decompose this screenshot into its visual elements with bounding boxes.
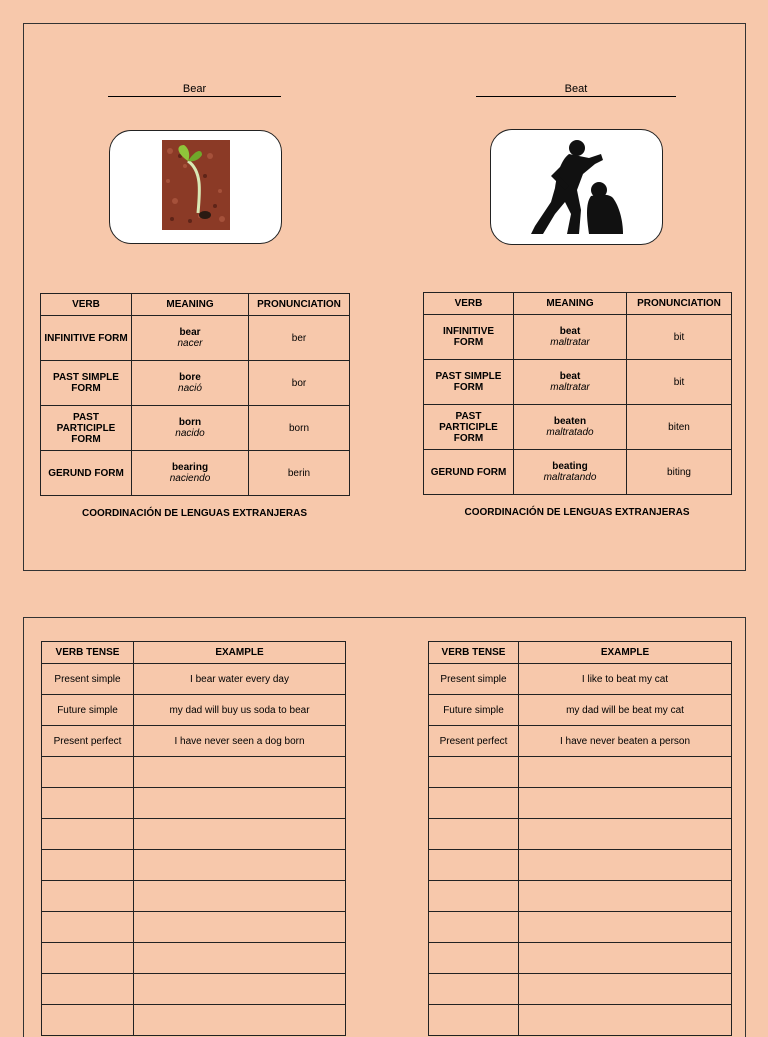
- verb-form: INFINITIVE FORM: [41, 316, 132, 361]
- table-header-row: [424, 293, 732, 315]
- left-tense-body: [42, 664, 346, 1036]
- table-row: [42, 726, 346, 757]
- header-verb: VERB: [41, 294, 132, 316]
- verb-tense-cell: [429, 881, 519, 912]
- table-row: [42, 664, 346, 695]
- verb-tense-cell: [429, 1005, 519, 1036]
- meaning-cell: [514, 315, 627, 360]
- table-row: [42, 757, 346, 788]
- right-verb-table: [423, 292, 732, 495]
- verb-tense-cell: [42, 974, 134, 1005]
- table-row: [42, 695, 346, 726]
- right-card-image: [490, 129, 663, 245]
- table-row: [42, 881, 346, 912]
- header-pronunciation: PRONUNCIATION: [249, 294, 350, 316]
- verb-tense-cell: Present simple: [429, 664, 519, 695]
- table-header-row: [41, 294, 350, 316]
- table-row: [41, 451, 350, 496]
- example-cell: [134, 974, 346, 1005]
- meaning-cell: [514, 360, 627, 405]
- example-cell: [134, 850, 346, 881]
- table-row: [424, 405, 732, 450]
- example-cell: [519, 757, 732, 788]
- meaning-spanish: maltratar: [550, 337, 590, 348]
- verb-tense-cell: [42, 757, 134, 788]
- table-row: [429, 974, 732, 1005]
- right-tense-body: [429, 664, 732, 1036]
- example-cell: [519, 850, 732, 881]
- verb-form: PAST SIMPLE FORM: [424, 360, 514, 405]
- example-cell: [519, 788, 732, 819]
- verb-tense-cell: Future simple: [429, 695, 519, 726]
- table-row: [41, 316, 350, 361]
- table-row: [429, 912, 732, 943]
- meaning-cell: [514, 450, 627, 495]
- table-row: [429, 726, 732, 757]
- meaning-spanish: nacer: [177, 338, 203, 349]
- verb-tense-cell: [429, 912, 519, 943]
- left-card-title: Bear: [108, 83, 281, 97]
- example-cell: [519, 912, 732, 943]
- verb-tense-cell: [429, 819, 519, 850]
- example-cell: [519, 819, 732, 850]
- meaning-spanish: maltratado: [546, 427, 594, 438]
- pronunciation: bit: [627, 360, 732, 405]
- table-row: [41, 406, 350, 451]
- meaning-english: bear: [179, 327, 201, 338]
- meaning-english: born: [178, 417, 202, 428]
- table-row: [429, 819, 732, 850]
- right-tense-table: [428, 641, 732, 1036]
- verb-tense-cell: [429, 788, 519, 819]
- verb-tense-cell: [429, 850, 519, 881]
- verb-form: PAST PARTICIPLE FORM: [41, 406, 132, 451]
- table-row: [424, 315, 732, 360]
- table-row: [41, 361, 350, 406]
- pronunciation: biting: [627, 450, 732, 495]
- meaning-spanish: nacido: [175, 428, 205, 439]
- table-row: [429, 943, 732, 974]
- table-row: [429, 881, 732, 912]
- verb-form: GERUND FORM: [41, 451, 132, 496]
- example-cell: [134, 943, 346, 974]
- pronunciation: ber: [249, 316, 350, 361]
- meaning-spanish: maltratar: [550, 382, 590, 393]
- table-row: [424, 450, 732, 495]
- pronunciation: born: [249, 406, 350, 451]
- verb-tense-cell: Present perfect: [429, 726, 519, 757]
- meaning-english: beat: [559, 326, 581, 337]
- example-cell: I like to beat my cat: [519, 664, 732, 695]
- table-row: [429, 757, 732, 788]
- table-row: [42, 788, 346, 819]
- verb-tense-cell: [42, 912, 134, 943]
- meaning-spanish: nació: [178, 383, 202, 394]
- table-row: [42, 912, 346, 943]
- table-header-row: [429, 642, 732, 664]
- table-row: [429, 1005, 732, 1036]
- table-row: [424, 360, 732, 405]
- example-cell: [134, 819, 346, 850]
- verb-tense-cell: [429, 974, 519, 1005]
- example-cell: [134, 757, 346, 788]
- verb-tense-cell: [42, 881, 134, 912]
- header-verb: VERB: [424, 293, 514, 315]
- meaning-cell: [132, 316, 249, 361]
- verb-tense-cell: Present simple: [42, 664, 134, 695]
- left-verb-table: [40, 293, 350, 496]
- example-cell: I have never seen a dog born: [134, 726, 346, 757]
- header-meaning: MEANING: [514, 293, 627, 315]
- table-row: [429, 695, 732, 726]
- meaning-cell: [514, 405, 627, 450]
- verb-tense-cell: [42, 1005, 134, 1036]
- table-row: [429, 850, 732, 881]
- verb-tense-cell: [42, 788, 134, 819]
- right-card-footer: COORDINACIÓN DE LENGUAS EXTRANJERAS: [464, 507, 690, 518]
- verb-tense-cell: [429, 943, 519, 974]
- pronunciation: bor: [249, 361, 350, 406]
- example-cell: I bear water every day: [134, 664, 346, 695]
- pronunciation: berin: [249, 451, 350, 496]
- example-cell: [519, 1005, 732, 1036]
- left-card-footer: COORDINACIÓN DE LENGUAS EXTRANJERAS: [81, 508, 308, 519]
- verb-tense-cell: [429, 757, 519, 788]
- verb-tense-cell: Future simple: [42, 695, 134, 726]
- meaning-spanish: maltratando: [543, 472, 597, 483]
- pronunciation: bit: [627, 315, 732, 360]
- table-row: [42, 943, 346, 974]
- header-meaning: MEANING: [132, 294, 249, 316]
- left-card-image: [109, 130, 282, 244]
- table-row: [429, 664, 732, 695]
- verb-tense-cell: Present perfect: [42, 726, 134, 757]
- meaning-english: beaten: [553, 416, 587, 427]
- meaning-cell: [132, 451, 249, 496]
- example-cell: [519, 943, 732, 974]
- example-cell: [519, 974, 732, 1005]
- meaning-spanish: naciendo: [169, 473, 211, 484]
- verb-form: PAST SIMPLE FORM: [41, 361, 132, 406]
- example-cell: my dad will buy us soda to bear: [134, 695, 346, 726]
- example-cell: [134, 788, 346, 819]
- left-tense-table: [41, 641, 346, 1036]
- verb-tense-cell: [42, 850, 134, 881]
- verb-form: INFINITIVE FORM: [424, 315, 514, 360]
- example-cell: my dad will be beat my cat: [519, 695, 732, 726]
- verb-form: GERUND FORM: [424, 450, 514, 495]
- seedling-icon: [110, 131, 282, 244]
- meaning-english: bore: [179, 372, 201, 383]
- example-cell: [134, 881, 346, 912]
- header-verb-tense: VERB TENSE: [42, 642, 134, 664]
- example-cell: [134, 912, 346, 943]
- example-cell: [134, 1005, 346, 1036]
- right-card-title: Beat: [476, 83, 676, 97]
- table-row: [429, 788, 732, 819]
- meaning-cell: [132, 406, 249, 451]
- verb-tense-cell: [42, 819, 134, 850]
- verb-form: PAST PARTICIPLE FORM: [424, 405, 514, 450]
- header-example: EXAMPLE: [134, 642, 346, 664]
- header-verb-tense: VERB TENSE: [429, 642, 519, 664]
- table-row: [42, 850, 346, 881]
- pronunciation: biten: [627, 405, 732, 450]
- meaning-cell: [132, 361, 249, 406]
- meaning-english: beat: [559, 371, 581, 382]
- header-example: EXAMPLE: [519, 642, 732, 664]
- meaning-english: bearing: [171, 462, 209, 473]
- table-header-row: [42, 642, 346, 664]
- example-cell: I have never beaten a person: [519, 726, 732, 757]
- silhouette-beating-icon: [491, 130, 663, 245]
- meaning-english: beating: [552, 461, 588, 472]
- table-row: [42, 1005, 346, 1036]
- verb-tense-cell: [42, 943, 134, 974]
- header-pronunciation: PRONUNCIATION: [627, 293, 732, 315]
- example-cell: [519, 881, 732, 912]
- table-row: [42, 974, 346, 1005]
- table-row: [42, 819, 346, 850]
